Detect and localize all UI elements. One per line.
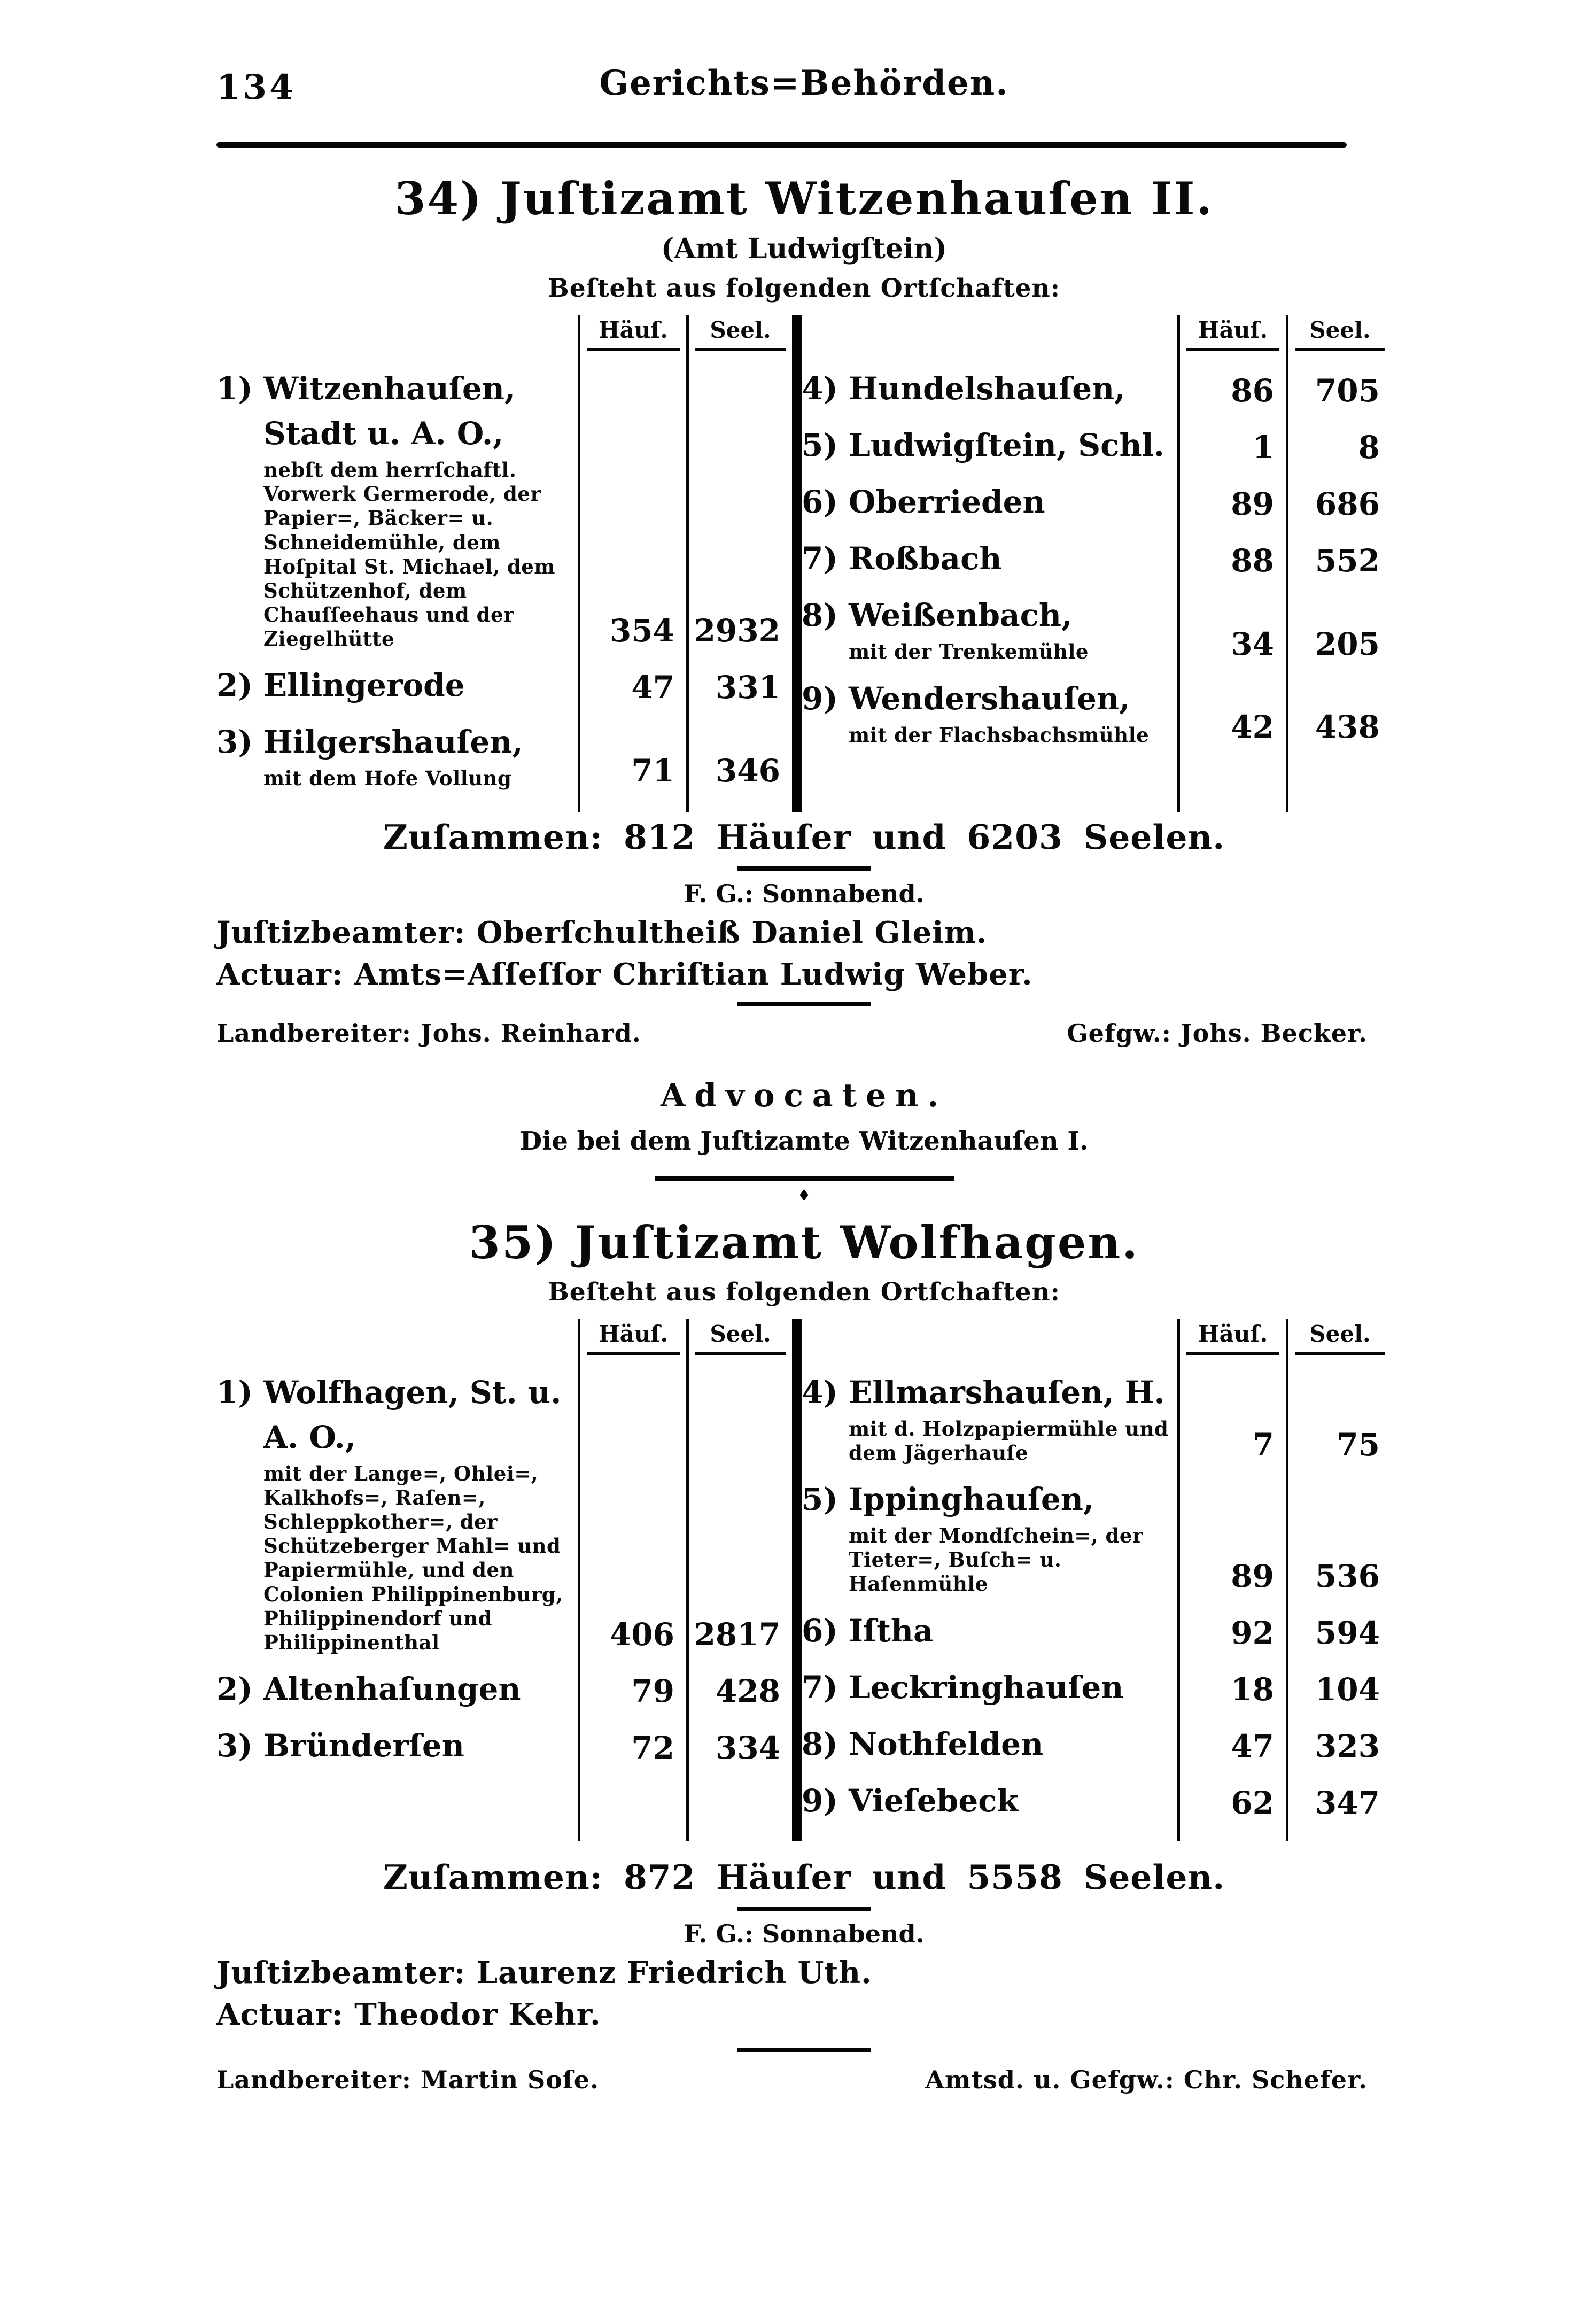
divider-rule [737, 2048, 871, 2052]
place-name: Leckringhauſen [849, 1669, 1124, 1706]
divider-rule [737, 1002, 871, 1006]
houses-value: 42 [1177, 671, 1286, 754]
place-name: Ludwigſtein, Schl. [849, 427, 1164, 464]
houses-value: 72 [578, 1718, 686, 1775]
official-justizbeamter: Juſtizbeamter: Oberſchultheiß Daniel Gleim. [216, 915, 988, 950]
souls-value: 536 [1286, 1471, 1392, 1602]
place-name: Ippinghauſen, [849, 1481, 1094, 1518]
table-row [802, 417, 1392, 474]
section-heading: 35) Juſtizamt Wolfhagen. [469, 1215, 1139, 1269]
souls-value: 104 [1286, 1660, 1392, 1716]
souls-value: 552 [1286, 531, 1392, 587]
souls-value: 8 [1286, 417, 1392, 474]
section-footer [216, 1019, 1392, 1048]
divider-rule [655, 1176, 954, 1181]
official-actuar: Actuar: Amts=Aſſeſſor Chriſtian Ludwig Weber. [216, 957, 1033, 993]
table-row [802, 361, 1392, 417]
houses-value: 18 [1177, 1660, 1286, 1716]
landbereiter: Landbereiter: Martin Soſe. [216, 2065, 600, 2094]
row-number: 3) [216, 724, 253, 761]
place-detail: mit der Trenkemühle [849, 640, 1089, 664]
houses-value: 62 [1177, 1773, 1286, 1830]
houses-value: 79 [578, 1661, 686, 1718]
row-number: 8) [802, 597, 838, 634]
divider-rule [737, 866, 871, 871]
table-filler-row [216, 797, 792, 812]
table-row [216, 1718, 792, 1775]
place-name: Hilgershauſen, [263, 724, 523, 761]
place-name: Roßbach [849, 540, 1002, 577]
houses-value: 71 [578, 714, 686, 797]
houses-value: 47 [578, 657, 686, 714]
table-row [802, 587, 1392, 670]
table-row [216, 714, 792, 797]
row-number: 5) [802, 1481, 838, 1518]
table-row [802, 1603, 1392, 1660]
place-detail: mit der Flachsbachsmühle [849, 723, 1150, 747]
souls-value: 334 [686, 1718, 792, 1775]
page-header [216, 63, 1392, 110]
souls-value: 331 [686, 657, 792, 714]
table-row [216, 657, 792, 714]
table-row [802, 1471, 1392, 1602]
row-number: 3) [216, 1727, 253, 1764]
place-name: Hundelshauſen, [849, 370, 1125, 407]
place-detail: nebſt dem herrſchaftl. Vorwerk Germerode, der Papier=, Bäcker= u. Schneidemühle, dem Hoſpital St. Michael, dem Schützenhof, dem Chauſſeehaus und der Ziegelhütte [263, 458, 555, 651]
souls-value: 686 [1286, 474, 1392, 531]
table-row [216, 1365, 792, 1661]
place-name: Wendershauſen, [849, 680, 1130, 717]
souls-column-header: Seel. [1286, 315, 1392, 361]
houses-value: 88 [1177, 531, 1286, 587]
place-detail: mit d. Holzpapiermühle und dem Jägerhauſe [849, 1416, 1169, 1465]
place-name: Bründerſen [263, 1727, 464, 1764]
running-title: Gerichts=Behörden. [599, 63, 1009, 103]
divider-rule [737, 1907, 871, 1911]
section-advocaten [216, 1077, 1392, 1201]
court-day: F. G.: Sonnabend. [684, 879, 925, 908]
row-number: 6) [802, 484, 838, 521]
table-left-half [216, 1319, 792, 1841]
place-name: Nothfelden [849, 1725, 1044, 1762]
row-number: 7) [802, 1669, 838, 1706]
souls-value: 347 [1286, 1773, 1392, 1830]
row-number: 2) [216, 1670, 253, 1707]
table-left-half [216, 315, 792, 812]
houses-value: 89 [1177, 474, 1286, 531]
row-number: 5) [802, 427, 838, 464]
section-footer [216, 2065, 1392, 2094]
table-row [802, 1716, 1392, 1773]
table-row [802, 1773, 1392, 1830]
place-name: Weißenbach, [849, 597, 1073, 634]
table-header-row [216, 315, 792, 361]
place-name: Oberrieden [849, 484, 1045, 521]
official-justizbeamter: Juſtizbeamter: Laurenz Friedrich Uth. [216, 1955, 872, 1990]
section-intro: Beſteht aus folgenden Ortſchaften: [547, 1277, 1061, 1307]
advocaten-heading: Advocaten. [660, 1076, 948, 1114]
houses-value: 92 [1177, 1603, 1286, 1660]
souls-value: 705 [1286, 361, 1392, 417]
souls-value: 205 [1286, 587, 1392, 670]
souls-value: 438 [1286, 671, 1392, 754]
landbereiter: Landbereiter: Johs. Reinhard. [216, 1018, 641, 1048]
table-row [802, 474, 1392, 531]
row-number: 1) [216, 1374, 253, 1411]
houses-column-header: Häuſ. [578, 1319, 686, 1365]
souls-value: 346 [686, 714, 792, 797]
houses-column-header: Häuſ. [578, 315, 686, 361]
souls-column-header: Seel. [686, 1319, 792, 1365]
section-total: Zuſammen: 872 Häuſer und 5558 Seelen. [383, 1857, 1225, 1897]
houses-column-header: Häuſ. [1177, 315, 1286, 361]
section-subheading: (Amt Ludwigſtein) [661, 233, 948, 265]
table-header-row [216, 1319, 792, 1365]
houses-column-header: Häuſ. [1177, 1319, 1286, 1365]
houses-value: 89 [1177, 1471, 1286, 1602]
place-name: Wolfhagen, St. u. A. O., [263, 1374, 562, 1455]
table-right-half [792, 1319, 1392, 1841]
row-number: 9) [802, 1782, 838, 1819]
court-day: F. G.: Sonnabend. [684, 1919, 925, 1948]
header-rule [216, 142, 1347, 148]
row-number: 4) [802, 1374, 838, 1411]
row-number: 9) [802, 680, 838, 717]
place-name: Witzenhauſen, Stadt u. A. O., [263, 370, 516, 452]
houses-value: 354 [578, 361, 686, 657]
row-number: 1) [216, 370, 253, 407]
table-filler-row [216, 1775, 792, 1841]
houses-value: 34 [1177, 587, 1286, 670]
official-actuar: Actuar: Theodor Kehr. [216, 1997, 601, 2033]
row-number: 7) [802, 540, 838, 577]
table-right-half [792, 315, 1392, 812]
amtsdiener-gefaengniswaerter: Amtsd. u. Gefgw.: Chr. Schefer. [925, 2065, 1368, 2094]
section-total: Zuſammen: 812 Häuſer und 6203 Seelen. [383, 817, 1225, 857]
advocaten-text: Die bei dem Juſtizamte Witzenhauſen I. [519, 1126, 1089, 1156]
place-name: Altenhaſungen [263, 1670, 521, 1707]
table-row [802, 531, 1392, 587]
gefaengniswaerter: Gefgw.: Johs. Becker. [1067, 1018, 1368, 1048]
houses-value: 47 [1177, 1716, 1286, 1773]
table-row [802, 1365, 1392, 1471]
table-header-row [802, 1319, 1392, 1365]
section-justizamt-wolfhagen [216, 1216, 1392, 2094]
place-detail: mit der Lange=, Ohlei=, Kalkhofs=, Raſen=, Schleppkother=, der Schützeberger Mahl= und Papiermühle, und den Colonien Philippinenburg, Philippinendorf und Philippinenthal [263, 1461, 563, 1654]
ornament-diamond-icon [800, 1189, 809, 1201]
houses-value: 406 [578, 1365, 686, 1661]
page-number: 134 [216, 67, 296, 107]
houses-value: 7 [1177, 1365, 1286, 1471]
table-row [216, 361, 792, 657]
table-filler-row [802, 754, 1392, 812]
souls-value: 594 [1286, 1603, 1392, 1660]
row-number: 6) [802, 1612, 838, 1649]
table-header-row [802, 315, 1392, 361]
row-number: 4) [802, 370, 838, 407]
ortschaften-table [216, 315, 1392, 812]
souls-value: 323 [1286, 1716, 1392, 1773]
souls-column-header: Seel. [686, 315, 792, 361]
row-number: 8) [802, 1725, 838, 1762]
table-filler-row [802, 1830, 1392, 1841]
place-name: Ellingerode [263, 667, 465, 704]
section-heading: 34) Juſtizamt Witzenhauſen II. [394, 172, 1214, 225]
table-row [802, 671, 1392, 754]
place-name: Ellmarshauſen, H. [849, 1374, 1165, 1411]
place-name: Vieſebeck [849, 1782, 1019, 1819]
houses-value: 86 [1177, 361, 1286, 417]
table-row [802, 1660, 1392, 1716]
souls-value: 75 [1286, 1365, 1392, 1471]
souls-value: 2932 [686, 361, 792, 657]
souls-value: 2817 [686, 1365, 792, 1661]
souls-column-header: Seel. [1286, 1319, 1392, 1365]
row-number: 2) [216, 667, 253, 704]
place-name: Iſtha [849, 1612, 934, 1649]
section-justizamt-witzenhausen [216, 172, 1392, 1048]
souls-value: 428 [686, 1661, 792, 1718]
ortschaften-table [216, 1319, 1392, 1841]
section-intro: Beſteht aus folgenden Ortſchaften: [547, 274, 1061, 303]
table-row [216, 1661, 792, 1718]
place-detail: mit dem Hofe Vollung [263, 766, 512, 791]
place-detail: mit der Mondſchein=, der Tieter=, Buſch= u. Haſenmühle [849, 1524, 1143, 1596]
houses-value: 1 [1177, 417, 1286, 474]
